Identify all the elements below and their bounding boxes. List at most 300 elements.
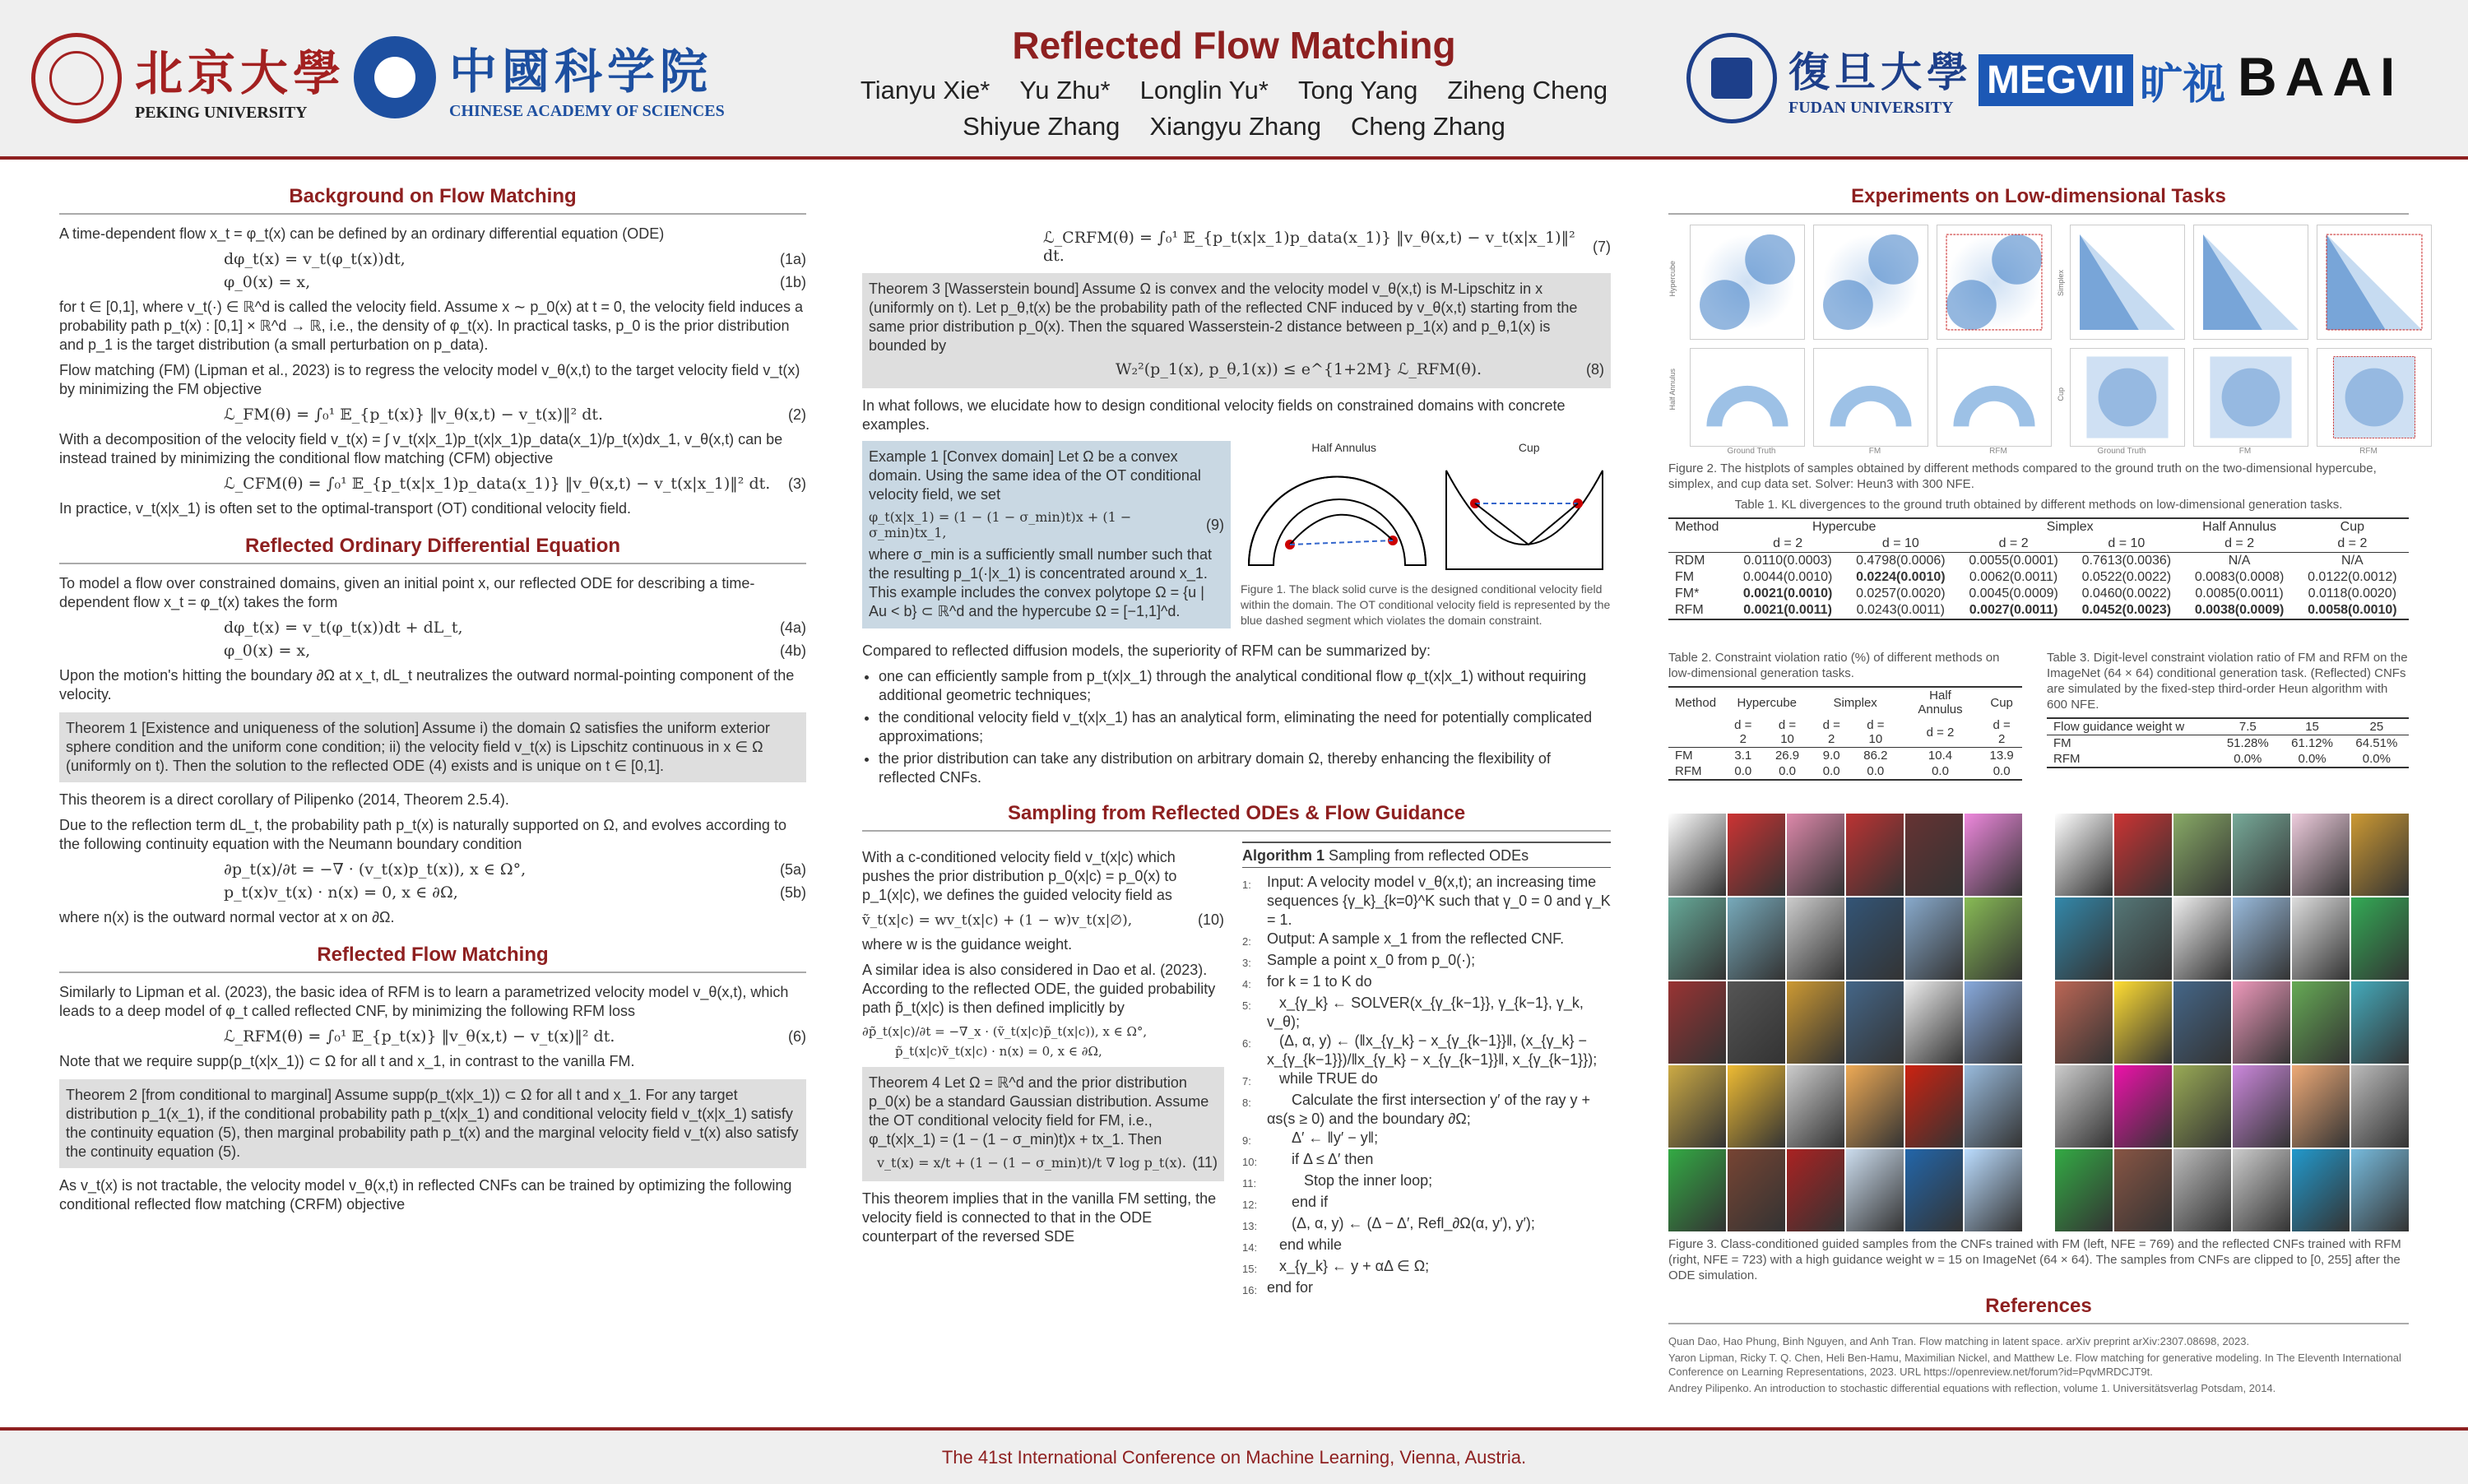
column-header: 15 [2305,720,2319,734]
line-text: Input: A velocity model v_θ(x,t); an increasing time sequences {γ_k}_{k=0}^K such that γ_0 = 0 and γ_K = 1. [1267,874,1615,928]
line-text: x_{γ_k} ← y + αΔ ∈ Ω; [1267,1258,1430,1274]
histplot [2070,348,2185,447]
paragraph: In what follows, we elucidate how to design conditional velocity fields on constrained domains with concrete examples. [862,397,1566,433]
reference-entry: Yaron Lipman, Ricky T. Q. Chen, Heli Ben-Hamu, Maximilian Nickel, and Matthew Le. Flow matching for generative modeling. In The Eleventh International Conference on Learning Representations, 2023. URL https://openreview.net/forum?id=PqvMRDCJT9t. [1668,1352,2401,1378]
table-cell: 0.0 [1734,764,1752,778]
table-cell: 64.51% [2355,736,2398,750]
equation-2: ℒ_FM(θ) = ∫₀¹ 𝔼_{p_t(x)} ‖v_θ(x,t) − v_t(x)‖² dt. (2) [224,406,806,424]
cell [1668,717,1723,748]
algorithm-line [1242,1150,1611,1171]
equation-4b: φ_0(x) = x, (4b) [224,642,806,660]
table-1-caption: Table 1. KL divergences to the ground truth obtained by different methods on low-dimensional generation tasks. [1734,498,2343,512]
list-item: • the prior distribution can take any distribution on arbitrary domain Ω, thereby enhancing the flexibility of reflected CNFs. [879,749,1611,787]
author-name: Tianyu Xie* [860,76,990,104]
table-3-block [2047,645,2409,781]
algorithm-title: Algorithm 1 [1242,847,1325,864]
fudan-logo [1686,33,1973,123]
author-name: Yu Zhu* [1019,76,1111,104]
line-number: 14: [1242,1241,1258,1254]
author-list [823,72,1645,145]
algorithm-line [1242,994,1611,1032]
figure-2-column-label: RFM [2359,447,2378,456]
sample-image [1728,981,1785,1064]
paragraph: where n(x) is the outward normal vector at x on ∂Ω. [59,909,395,925]
table-cell: FM [1675,570,1695,584]
author-name: Ziheng Cheng [1447,76,1608,104]
table-cell: 0.0122(0.0012) [2308,570,2397,584]
table-cell: 26.9 [1774,749,1800,763]
table-cell: 0.0243(0.0011) [1856,603,1945,617]
sample-image [2055,814,2113,896]
sample-image [1846,814,1904,896]
table-cell: 0.0021(0.0011) [1743,603,1832,617]
column-subheader: d = 2 [2337,536,2368,550]
table-cell: 10.4 [1928,749,1953,763]
column-header: Method [1675,695,1717,710]
paragraph: where w is the guidance weight. [862,936,1073,953]
equation-6: ℒ_RFM(θ) = ∫₀¹ 𝔼_{p_t(x)} ‖v_θ(x,t) − v_t(x)‖² dt. (6) [224,1027,806,1046]
algorithm-line [1242,1278,1611,1300]
algorithm-subtitle: Sampling from reflected ODEs [1329,847,1529,864]
sample-image [1965,814,2022,896]
list-item: • one can efficiently sample from p_t(x|x_1) through the analytical conditional flow φ_t(x|x_1) without requiring additional geometric techniques; [879,667,1611,705]
table-cell: 0.0038(0.0009) [2194,603,2285,617]
table-row [1668,553,2409,570]
table-cell: 9.0 [1822,749,1840,763]
table-subheader-row [1668,536,2409,553]
sample-image [2173,981,2231,1064]
sample-image [2114,897,2172,980]
sample-image [1728,897,1785,980]
sample-image [2233,1149,2290,1231]
table-3-caption: Table 3. Digit-level constraint violation ratio of FM and RFM on the ImageNet (64 × 64) conditional generation task. (Reflected) CNFs are simulated by the fixed-step third-order Heun algorithm with 600 NFE. [2047,651,2408,712]
table-cell: 0.0083(0.0008) [2194,570,2285,584]
line-number: 1: [1242,879,1251,891]
paragraph: Similarly to Lipman et al. (2023), the basic idea of RFM is to learn a parametrized velocity model v_θ(x,t), which leads to a deep model of φ_t called reflected CNF, by minimizing the following RFM loss [59,984,789,1019]
megvii-chinese-name: 旷视 [2140,60,2226,109]
figure-2-row-label: Hypercube [1668,260,1677,297]
table-cell: 0.0062(0.0011) [1969,570,2058,584]
sample-image [2173,1149,2231,1231]
figure-2-row-label: Half Annulus [1668,369,1677,410]
sample-image [1905,981,1963,1064]
histplot [1937,348,2052,447]
table-cell: 0.0 [1992,764,2011,778]
paragraph: A similar idea is also considered in Dao et al. (2023). According to the reflected ODE, the guided probability path p̃_t(x|c) is then defined implicitly by [862,962,1216,1016]
figure-2-caption: Figure 2. The histplots of samples obtained by different methods compared to the ground truth on the two-dimensional hypercube, simplex, and cup data set. Solver: Heun3 with 300 NFE. [1668,461,2377,491]
section-title-references: References [1668,1295,2409,1324]
histplot [1813,348,1928,447]
authors-line-2 [823,109,1645,145]
sample-image [1965,1065,2022,1148]
equation-5a: ∂p_t(x)/∂t = −∇ · (v_t(x)p_t(x)), x ∈ Ω°, (5a) [224,860,806,879]
sample-image [1787,981,1844,1064]
table-cell: FM [2053,736,2071,750]
sample-image [2233,897,2290,980]
fudan-seal-icon [1686,33,1777,123]
figure-3-caption: Figure 3. Class-conditioned guided samples from the CNFs trained with FM (left, NFE = 769) and the reflected CNFs trained with RFM (right, NFE = 723) with a high guidance weight w = 15 on ImageNet (64 × 64). The samples from CNFs are clipped to [0, 255] after the ODE simulation. [1668,1237,2401,1282]
sample-image [1905,1065,1963,1148]
sample-image [2173,814,2231,896]
sample-image [2173,897,2231,980]
equation-4a: dφ_t(x) = v_t(φ_t(x))dt + dL_t, (4a) [224,619,806,637]
table-cell: 0.0110(0.0003) [1743,554,1832,568]
sample-image [1668,1065,1726,1148]
line-text: end while [1267,1236,1343,1253]
fudan-english-name: FUDAN UNIVERSITY [1788,98,1954,117]
example-figure-row [862,441,1611,628]
histplot [2193,225,2308,340]
figure-3 [1668,814,2409,1231]
author-name: Xiangyu Zhang [1149,112,1321,141]
paragraph: This theorem is a direct corollary of Pilipenko (2014, Theorem 2.5.4). [59,791,509,808]
algorithm-line [1242,1193,1611,1214]
sample-image [2233,1065,2290,1148]
reference-entry: Andrey Pilipenko. An introduction to stochastic differential equations with reflection, volume 1. Universitätsverlag Potsdam, 2014. [1668,1382,2276,1394]
example-1-box: Example 1 [Convex domain] Let Ω be a convex domain. Using the same idea of the OT conditional velocity field, we set φ_t(x|x_1) = (1 − (1 − σ_min)t)x + (1 − σ_min)tx_1, (9) where σ_min is a sufficiently small number such that the resulting p_1(·|x_1) is concentrated around x_1. This example includes the convex polytope Ω = {u | Au < b} ⊂ ℝ^d and the hypercube Ω = [−1,1]^d. [862,441,1231,628]
figure-2-column-label: FM [2238,447,2252,456]
table-cell: 0.0058(0.0010) [2308,603,2397,617]
sample-image [2351,814,2409,896]
theorem-3-box: Theorem 3 [Wasserstein bound] Assume Ω is convex and the velocity model v_θ(x,t) is M-Lipschitz in x (uniformly on t). Let p_θ,t(x) be the probability path of the reflected CNF induced by v_θ(x,t) starting from the same prior distribution p_0(x). Then the squared Wasserstein-2 distance between p_1(x) and p_θ,1(x) is bounded by W₂²(p_1(x), p_θ,1(x)) ≤ e^{1+2M} ℒ_RFM(θ). (8) [862,273,1611,388]
poster-footer [0,1427,2468,1484]
figure-2-row-label: Cup [2057,387,2065,401]
histplot [1690,348,1805,447]
algorithm-line [1242,1129,1611,1150]
line-text: end if [1267,1194,1329,1210]
sample-image [2351,897,2409,980]
table-cell: 0.0460(0.0022) [2081,587,2172,601]
sample-image [1905,1149,1963,1231]
sample-image [1846,1065,1904,1148]
figure-2-column-labels [1690,447,2409,456]
sample-image [1846,897,1904,980]
tables-2-3-row [1668,645,2409,781]
line-number: 6: [1242,1037,1251,1050]
sample-image [2351,1065,2409,1148]
column-header: Simplex [1833,695,1877,710]
algorithm-line [1242,1257,1611,1278]
equation-3: ℒ_CFM(θ) = ∫₀¹ 𝔼_{p_t(x|x_1)p_data(x_1)} ‖v_θ(x,t) − v_t(x|x_1)‖² dt. (3) [224,475,806,493]
sample-image [2055,897,2113,980]
algorithm-line [1242,1171,1611,1193]
histplot [2070,225,2185,340]
figure-3-rfm-samples [2055,814,2409,1231]
table-cell: 0.0045(0.0009) [1969,587,2058,601]
column-subheader: d = 10 [2108,536,2146,550]
table-cell: 61.12% [2291,736,2333,750]
sample-image [1787,897,1844,980]
table-cell: 0.0% [2234,752,2262,766]
paragraph: This theorem implies that in the vanilla FM setting, the velocity field is connected to that in the ODE counterpart of the reversed SDE [862,1190,1217,1245]
reference-list [1668,1334,2409,1395]
table-cell: 0.0021(0.0010) [1742,587,1833,601]
paragraph: Note that we require supp(p_t(x|x_1)) ⊂ Ω for all t and x_1, in contrast to the vanilla FM. [59,1053,635,1069]
conference-name: The 41st International Conference on Machine Learning, Vienna, Austria. [941,1447,1527,1468]
figure-1 [1241,441,1611,628]
column-subheader: d = 2 [1992,718,2011,746]
sample-image [2292,981,2350,1064]
table-cell: 51.28% [2226,736,2269,750]
table-3 [2047,717,2409,768]
cas-english-name: CHINESE ACADEMY OF SCIENCES [449,102,725,120]
sample-image [1965,897,2022,980]
equation-7: ℒ_CRFM(θ) = ∫₀¹ 𝔼_{p_t(x|x_1)p_data(x_1)} ‖v_θ(x,t) − v_t(x|x_1)‖² dt. (7) [1043,229,1611,265]
poster-title: Reflected Flow Matching [1012,24,1456,67]
table-cell: RFM [1675,764,1702,778]
line-text: (Δ, α, y) ← (‖x_{γ_k} − x_{γ_{k−1}}‖, (x_{γ_k} − x_{γ_{k−1}})/‖x_{γ_k} − x_{γ_{k−1}}‖, x_{γ_{k−1}}); [1267,1032,1598,1068]
equation-1b: φ_0(x) = x, (1b) [224,273,806,291]
table-header-row [1668,687,2022,717]
baai-wordmark: BAAI [2238,46,2404,107]
section-title-experiments: Experiments on Low-dimensional Tasks [1668,185,2409,215]
sample-image [1728,1149,1785,1231]
list-item: • the conditional velocity field v_t(x|x_1) has an analytical form, eliminating the need for potentially complicated approximations; [879,708,1611,746]
section-title-rfm: Reflected Flow Matching [59,944,806,973]
paragraph: To model a flow over constrained domains, given an initial point x, our reflected ODE for describing a time-dependent flow x_t = φ_t(x) takes the form [59,575,755,610]
table-cell: FM* [1675,587,1700,601]
table-cell: 0.0% [2298,752,2327,766]
table-header-row [1668,518,2409,536]
table-cell: 0.0 [1867,764,1885,778]
algorithm-line [1242,1214,1611,1236]
histplot [2317,348,2432,447]
table-cell: 86.2 [1863,749,1888,763]
column-header: Half Annulus [1918,689,1963,716]
histplot [2193,348,2308,447]
sample-image [2114,814,2172,896]
column-header: Half Annulus [2202,520,2276,534]
column-subheader: d = 2 [2224,536,2255,550]
sample-image [2233,814,2290,896]
paragraph: In practice, v_t(x|x_1) is often set to the optimal-transport (OT) conditional velocity field. [59,500,631,517]
column-subheader: d = 2 [1998,536,2029,550]
histplot [1937,225,2052,340]
figure-1-diagram [1241,454,1611,577]
theorem-4-box: Theorem 4 Let Ω = ℝ^d and the prior distribution p_0(x) be a standard Gaussian distribution. Assume the OT conditional velocity field for FM, i.e., φ_t(x|x_1) = (1 − (1 − σ_min)t)x + tx_1. Then v_t(x) = x/t + (1 − (1 − σ_min)t)/t ∇ log p_t(x). (11) [862,1067,1224,1181]
figure-2-right-grid [2070,225,2432,447]
paragraph: With a c-conditioned velocity field v_t(x|c) which pushes the prior distribution p_0(x|c) = p_0(x) to p_1(x|c), we defines the guided velocity field as [862,849,1177,903]
line-text: Output: A sample x_1 from the reflected CNF. [1267,930,1565,947]
author-name: Shiyue Zhang [963,112,1120,141]
megvii-wordmark: MEGVII [1979,54,2133,106]
paragraph: With a decomposition of the velocity field v_t(x) = ∫ v_t(x|x_1)p_t(x|x_1)p_data(x_1)/p_t(x)dx_1, v_θ(x,t) can be instead trained by minimizing the conditional flow matching (CFM) objective [59,431,783,466]
equation-10: ṽ_t(x|c) = wv_t(x|c) + (1 − w)v_t(x|∅), (10) [862,911,1224,929]
algorithm-line [1242,1236,1611,1257]
sample-image [2292,897,2350,980]
column-subheader: d = 10 [1881,536,1919,550]
column-left [59,185,806,1221]
sample-image [2055,1065,2113,1148]
cas-chinese-name: 中國科学院 [449,44,713,100]
equation-guided-a: ∂p̃_t(x|c)/∂t = −∇_x · (ṽ_t(x|c)p̃_t(x|c)), x ∈ Ω°, [862,1024,1148,1039]
sample-image [2233,981,2290,1064]
table-row [2047,735,2409,752]
equation-1a: dφ_t(x) = v_t(φ_t(x))dt, (1a) [224,250,806,268]
table-row [1668,763,2022,780]
figure-2 [1668,225,2409,447]
table-cell: 0.0257(0.0020) [1856,587,1946,601]
line-number: 8: [1242,1097,1251,1109]
line-number: 3: [1242,957,1251,969]
author-name: Tong Yang [1297,76,1418,104]
table-cell: 0.0085(0.0011) [2195,587,2284,601]
table-2 [1668,686,2022,781]
column-subheader: d = 10 [1778,718,1797,746]
sample-image [2292,814,2350,896]
paragraph: Flow matching (FM) (Lipman et al., 2023) is to regress the velocity model v_θ(x,t) to the target velocity field v_t(x) by minimizing the FM objective [59,362,800,397]
sample-image [1965,1149,2022,1231]
superiority-list [862,667,1611,787]
column-subheader: d = 2 [1734,718,1752,746]
algorithm-line [1242,1069,1611,1091]
table-row [1668,602,2409,619]
figure-2-column-label: Ground Truth [1727,447,1776,456]
paragraph: Compared to reflected diffusion models, the superiority of RFM can be summarized by: [862,642,1431,659]
sample-image [1787,1065,1844,1148]
figure-2-left-grid [1690,225,2052,447]
sampling-text [862,842,1224,1300]
table-cell: 0.0224(0.0010) [1856,570,1946,584]
table-cell: 0.0 [1932,764,1949,778]
table-cell: 0.0044(0.0010) [1742,570,1833,584]
author-name: Longlin Yu* [1139,76,1269,104]
figure-2-column-label: RFM [1989,447,2007,456]
table-row [1668,748,2022,764]
table-cell: 0.0118(0.0020) [2308,587,2397,601]
paragraph: for t ∈ [0,1], where v_t(·) ∈ ℝ^d is called the velocity field. Assume x ∼ p_0(x) at t = 0, the velocity field induces a probability path p_t(x) : [0,1] × ℝ^d → ℝ, i.e., the density of φ_t(x). In practical tasks, p_0 is the prior distribution and p_1 is the target distribution (a small perturbation on p_data). [59,299,804,353]
column-header: Cup [2340,520,2365,534]
authors-line-1 [823,72,1645,109]
table-cell: 0.0522(0.0022) [2081,570,2172,584]
column-header: Hypercube [1737,695,1798,710]
table-cell: RDM [1675,554,1705,568]
sample-image [1787,1149,1844,1231]
equation-5b: p_t(x)v_t(x) · n(x) = 0, x ∈ ∂Ω, (5b) [224,883,806,902]
table-cell: 0.0 [1822,764,1840,778]
table-2-block [1668,645,2022,781]
line-text: while TRUE do [1267,1070,1378,1087]
section-title-sampling: Sampling from Reflected ODEs & Flow Guidance [862,802,1611,832]
line-number: 5: [1242,999,1251,1012]
figure-3-fm-samples [1668,814,2022,1231]
algorithm-line [1242,1091,1611,1129]
table-cell: 0.0027(0.0011) [1969,603,2058,617]
column-header: Method [1675,520,1719,534]
column-header: 25 [2369,720,2384,734]
column-header: Cup [1990,695,2013,710]
theorem-1-box: Theorem 1 [Existence and uniqueness of the solution] Assume i) the domain Ω satisfies the uniform exterior sphere condition and the uniform cone condition; ii) the velocity field v_t(x) is Lipschitz continuous in x ∈ Ω (uniformly on t). Then the solution to the reflected ODE (4) exists and is unique on t ∈ [0,1]. [59,712,806,782]
algorithm-line [1242,972,1611,994]
sample-image [2114,1149,2172,1231]
line-number: 16: [1242,1284,1258,1296]
line-text: for k = 1 to K do [1267,973,1372,990]
sample-image [1668,814,1726,896]
column-subheader: d = 2 [1773,536,1803,550]
figure-1-label-cup: Cup [1518,441,1540,454]
paragraph: Due to the reflection term dL_t, the probability path p_t(x) is naturally supported on Ω, and evolves according to the following continuity equation with the Neumann boundary condition [59,817,786,852]
table-subheader-row [1668,717,2022,748]
figure-1-caption: Figure 1. The black solid curve is the designed conditional velocity field within the domain. The OT conditional velocity field is represented by the blue dashed segment which violates the domain constraint. [1241,582,1611,627]
table-cell: RFM [1675,603,1704,617]
baai-logo [2238,45,2403,108]
algorithm-line [1242,1032,1611,1069]
line-text: (Δ, α, y) ← (Δ − Δ′, Refl_∂Ω(α, y′), y′); [1267,1215,1535,1231]
algorithm-1 [1242,842,1615,1300]
sample-image [2055,981,2113,1064]
sample-image [1668,897,1726,980]
column-header: Simplex [2046,520,2094,534]
line-text: Sample a point x_0 from p_0(·); [1267,952,1476,968]
table-cell: FM [1675,749,1693,763]
table-2-caption: Table 2. Constraint violation ratio (%) of different methods on low-dimensional generation tasks. [1668,651,2000,680]
table-cell: 0.7613(0.0036) [2081,554,2172,568]
sample-image [1728,1065,1785,1148]
column-right [1668,185,2409,1398]
figure-1-label-half-annulus: Half Annulus [1311,441,1377,454]
histplot [2317,225,2432,340]
sample-image [1787,814,1844,896]
line-number: 4: [1242,978,1251,990]
algorithm-body [1242,873,1615,1300]
table-cell: RFM [2053,752,2081,766]
line-text: Calculate the first intersection y′ of the ray y + αs(s ≥ 0) and the boundary ∂Ω; [1267,1092,1595,1127]
sample-image [1668,1149,1726,1231]
column-header: 7.5 [2238,720,2257,734]
figure-2-column-label: FM [1868,447,1881,456]
line-text: end for [1267,1279,1314,1296]
sample-image [2114,981,2172,1064]
column-subheader: d = 2 [1926,725,1955,740]
paragraph: A time-dependent flow x_t = φ_t(x) can be defined by an ordinary differential equation (ODE) [59,225,665,242]
theorem-2-box: Theorem 2 [from conditional to marginal] Assume supp(p_t(x|x_1)) ⊂ Ω for all t and x_1. For any target distribution p_1(x_1), if the conditional probability path p_t(x|x_1) and conditional velocity field v_t(x|x_1) satisfy the continuity equation (5), then marginal probability path p_t(x) and the marginal velocity field v_t(x) also satisfy the continuity equation (5). [59,1079,806,1168]
reference-entry: Quan Dao, Hao Phung, Binh Nguyen, and Anh Tran. Flow matching in latent space. arXiv preprint arXiv:2307.08698, 2023. [1668,1335,2250,1347]
algorithm-line [1242,873,1615,930]
table-cell: 0.0055(0.0001) [1969,554,2058,568]
line-text: x_{γ_k} ← SOLVER(x_{γ_{k−1}}, γ_{k−1}, γ_k, v_θ); [1267,995,1588,1030]
sample-image [2173,1065,2231,1148]
sample-image [2114,1065,2172,1148]
table-1 [1668,517,2409,620]
table-cell: 0.4798(0.0006) [1856,554,1946,568]
paragraph: As v_t(x) is not tractable, the velocity model v_θ(x,t) in reflected CNFs can be trained by optimizing the following conditional reflected flow matching (CRFM) objective [59,1177,792,1213]
table-cell: 0.0% [2362,752,2391,766]
line-number: 12: [1242,1199,1258,1211]
sample-image [1905,814,1963,896]
figure-2-column-label: Ground Truth [2097,447,2146,456]
pku-english-name: PEKING UNIVERSITY [135,103,308,122]
algorithm-line [1242,951,1611,972]
column-middle [862,224,1615,1300]
table-cell: 0.0452(0.0023) [2081,603,2172,617]
equation-guided-b: p̃_t(x|c)ṽ_t(x|c) · n(x) = 0, x ∈ ∂Ω, [895,1044,1102,1059]
line-number: 10: [1242,1156,1258,1168]
table-cell: N/A [2341,554,2364,568]
sample-image [2055,1149,2113,1231]
sample-image [1905,897,1963,980]
figure-2-row-label: Simplex [2057,270,2065,297]
table-cell: 0.0 [1779,764,1796,778]
section-title-reflected-ode: Reflected Ordinary Differential Equation [59,535,806,564]
histplot [1690,225,1805,340]
table-cell: 13.9 [1989,749,2014,763]
sample-image [2351,1149,2409,1231]
poster-header [0,0,2468,160]
column-header: Flow guidance weight w [2053,720,2185,734]
line-text: Stop the inner loop; [1267,1172,1433,1189]
sample-image [2292,1065,2350,1148]
sample-image [1668,981,1726,1064]
